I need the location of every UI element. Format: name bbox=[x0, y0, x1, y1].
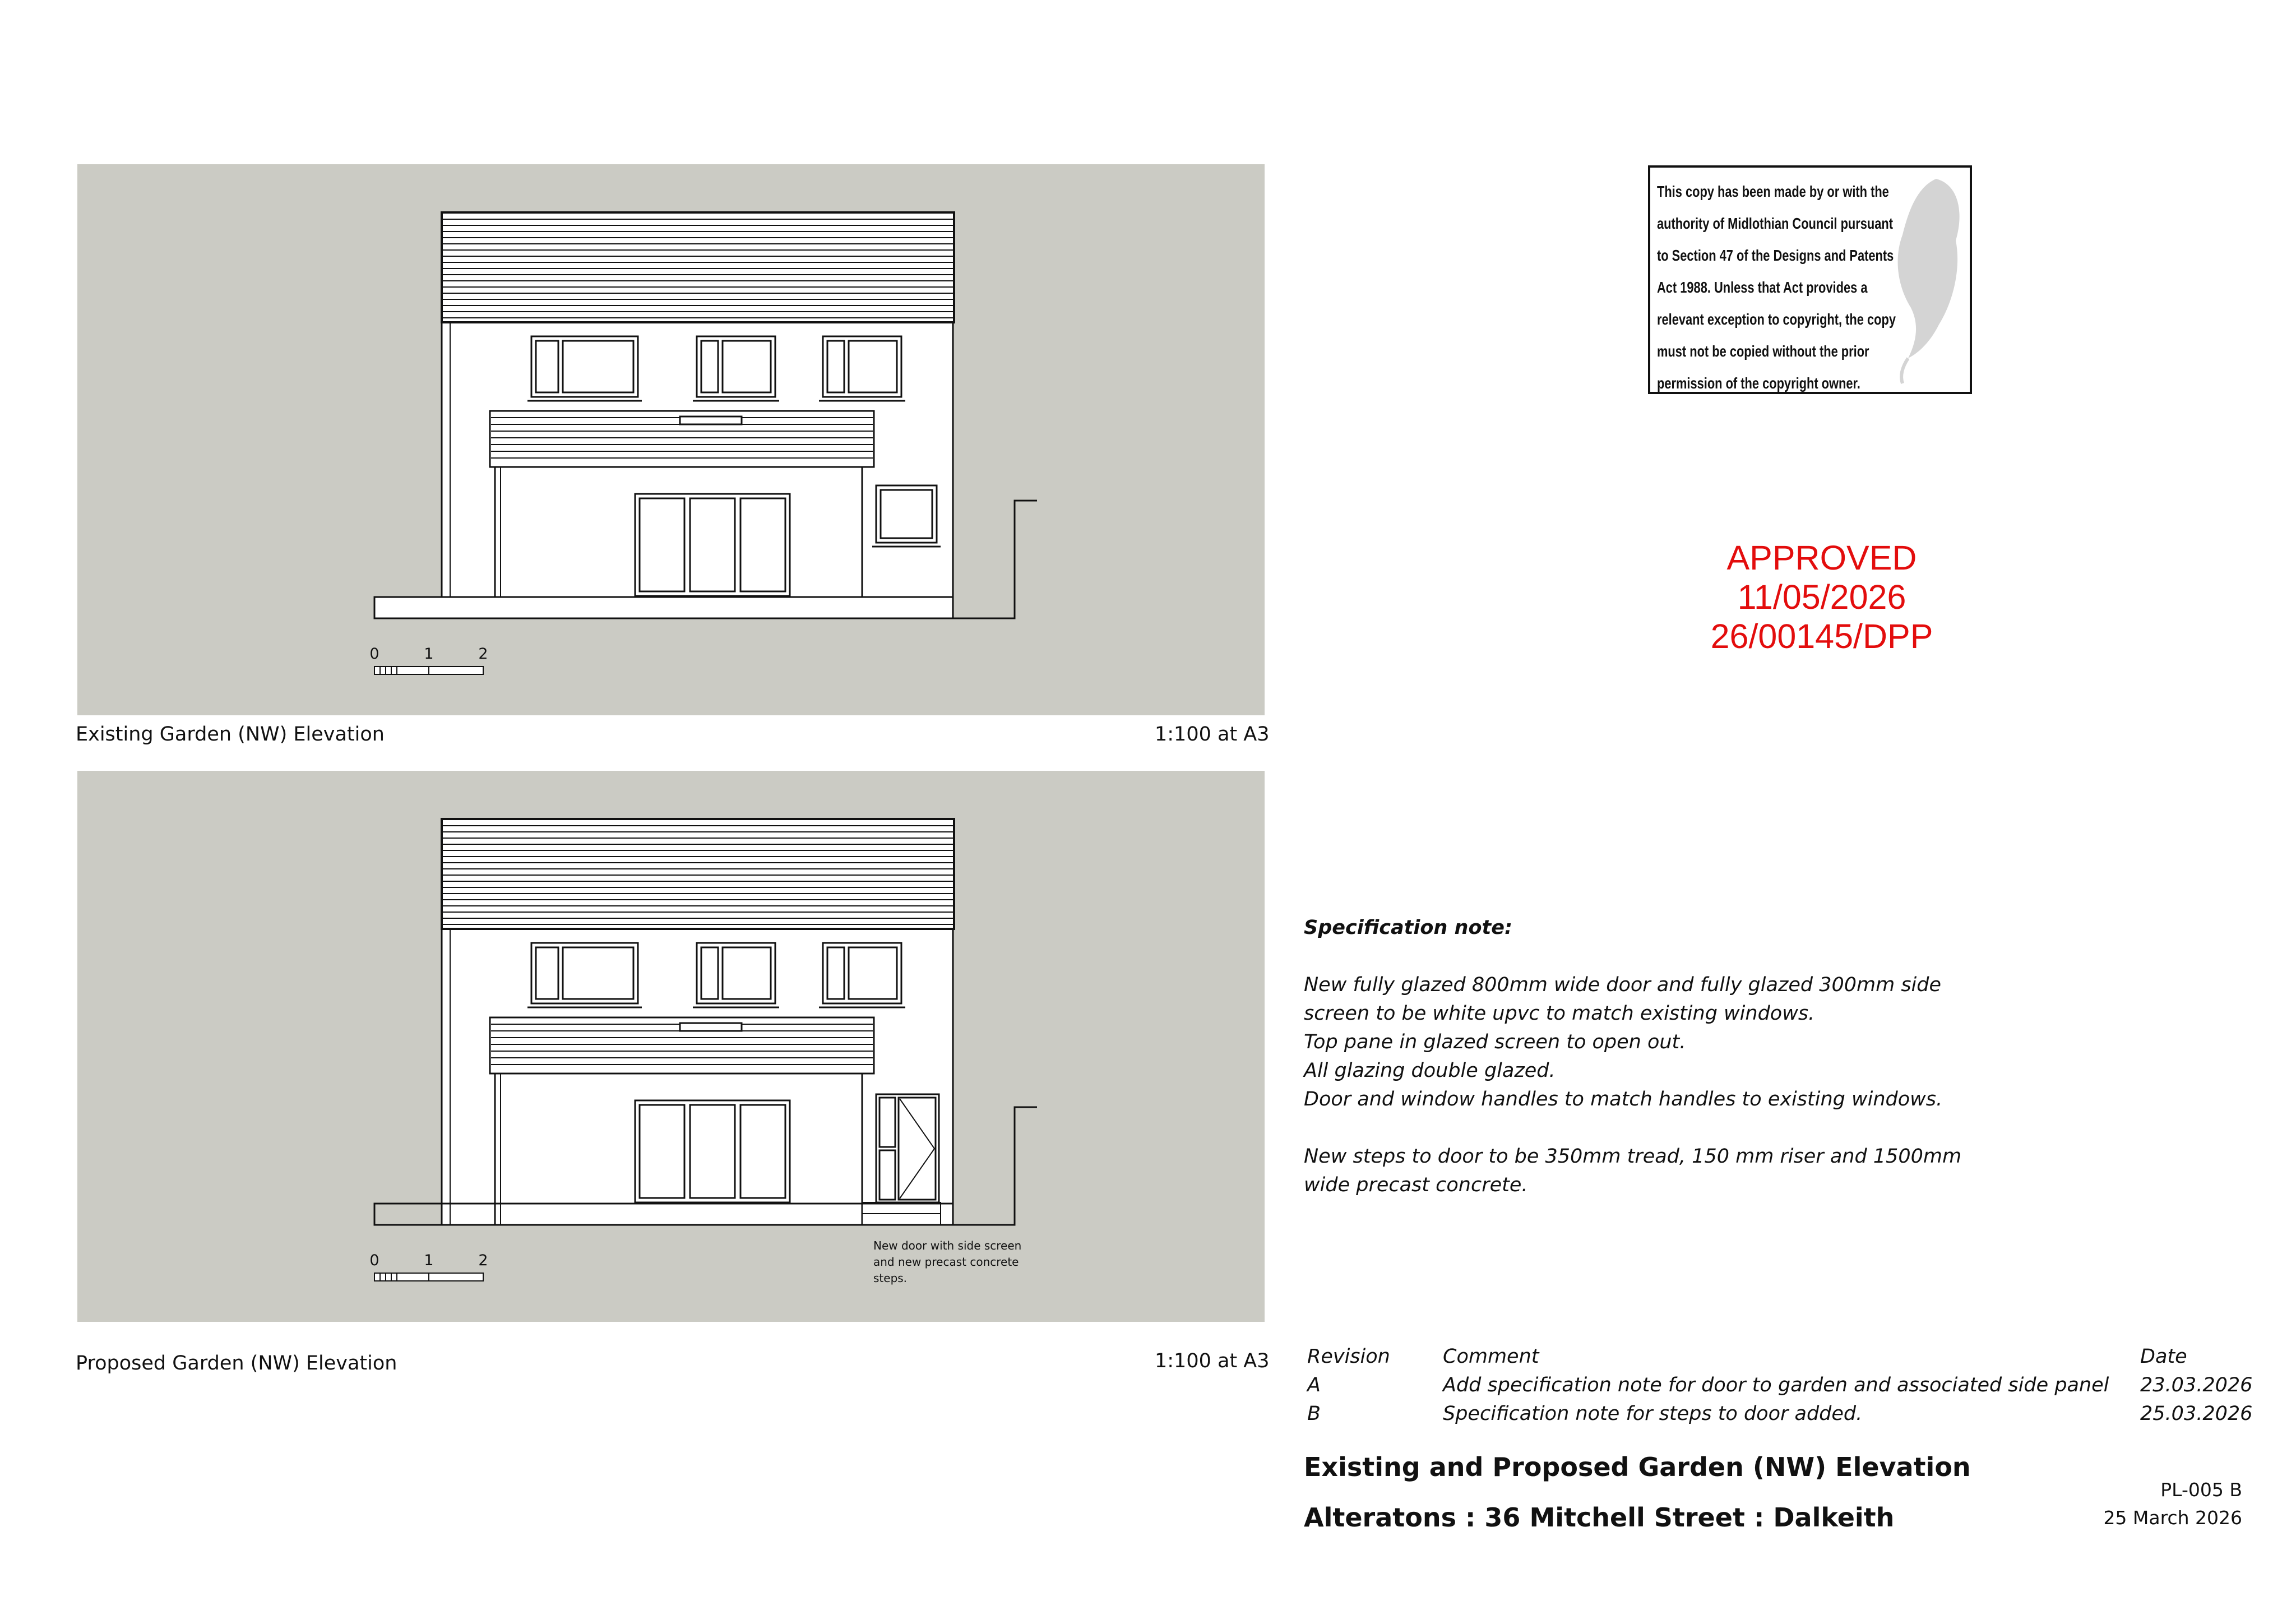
proposed-scale-note: 1:100 at A3 bbox=[1155, 1350, 1270, 1372]
existing-elevation-drawing bbox=[77, 164, 1265, 715]
spec-line: Top pane in glazed screen to open out. bbox=[1304, 1031, 1686, 1053]
spec-line: screen to be white upvc to match existing windows. bbox=[1304, 1002, 1815, 1025]
drawing-date: 25 March 2026 bbox=[2103, 1507, 2242, 1529]
callout-line: New door with side screen bbox=[873, 1239, 1022, 1252]
proposed-scale-bar bbox=[369, 1252, 488, 1281]
scale-label-2: 2 bbox=[478, 645, 488, 663]
spec-line: New steps to door to be 350mm tread, 150 mm riser and 1500mm bbox=[1304, 1145, 1962, 1168]
copyright-line: Act 1988. Unless that Act provides a bbox=[1657, 279, 1868, 296]
approval-date: 11/05/2026 bbox=[1737, 578, 1906, 616]
scale-label-1: 1 bbox=[424, 645, 434, 663]
drawing-title: Existing and Proposed Garden (NW) Elevation bbox=[1304, 1452, 1971, 1482]
revision-date: 23.03.2026 bbox=[2140, 1374, 2253, 1396]
approval-stamp bbox=[1642, 538, 2001, 656]
copyright-line: relevant exception to copyright, the copy bbox=[1657, 311, 1896, 328]
copyright-line: permission of the copyright owner. bbox=[1657, 374, 1860, 392]
copyright-line: authority of Midlothian Council pursuant bbox=[1657, 215, 1894, 232]
revision-comment: Specification note for steps to door added. bbox=[1443, 1403, 1863, 1425]
proposed-caption: Proposed Garden (NW) Elevation bbox=[76, 1352, 397, 1375]
revision-date: 25.03.2026 bbox=[2140, 1403, 2253, 1425]
scale-label-0: 0 bbox=[369, 1252, 379, 1269]
scale-label-2: 2 bbox=[478, 1252, 488, 1269]
approval-status: APPROVED bbox=[1726, 539, 1917, 577]
drawing-number: PL-005 B bbox=[2160, 1479, 2242, 1501]
copyright-stamp bbox=[1648, 165, 1972, 394]
new-door-callout bbox=[873, 1238, 1021, 1287]
scale-label-1: 1 bbox=[424, 1252, 434, 1269]
proposed-elevation-drawing bbox=[77, 771, 1265, 1322]
spec-line: wide precast concrete. bbox=[1304, 1174, 1528, 1196]
proposed-elevation-panel bbox=[77, 771, 1265, 1322]
approval-reference: 26/00145/DPP bbox=[1710, 617, 1933, 655]
spec-line: New fully glazed 800mm wide door and fully glazed 300mm side bbox=[1304, 974, 1942, 996]
revision-comment: Add specification note for door to garden and associated side panel bbox=[1443, 1374, 2109, 1396]
existing-caption: Existing Garden (NW) Elevation bbox=[76, 723, 385, 746]
revision-id: A bbox=[1307, 1374, 1321, 1396]
callout-line: and new precast concrete bbox=[873, 1255, 1019, 1269]
copyright-line: This copy has been made by or with the bbox=[1657, 183, 1889, 200]
existing-elevation-panel bbox=[77, 164, 1265, 715]
copyright-line: to Section 47 of the Designs and Patents bbox=[1657, 247, 1894, 264]
revision-header: Revision bbox=[1307, 1345, 1390, 1368]
thistle-watermark-icon bbox=[1886, 173, 1970, 386]
spec-line: Door and window handles to match handles to existing windows. bbox=[1304, 1088, 1943, 1111]
copyright-notice bbox=[1657, 175, 1896, 399]
date-header: Date bbox=[2140, 1345, 2187, 1368]
existing-scale-bar bbox=[369, 645, 488, 674]
specification-note bbox=[1304, 914, 1976, 1200]
comment-header: Comment bbox=[1443, 1345, 1539, 1368]
existing-scale-note: 1:100 at A3 bbox=[1155, 723, 1270, 746]
callout-line: steps. bbox=[873, 1271, 908, 1285]
spec-line: All glazing double glazed. bbox=[1304, 1059, 1556, 1082]
revision-id: B bbox=[1307, 1403, 1321, 1425]
copyright-line: must not be copied without the prior bbox=[1657, 343, 1869, 360]
specification-title: Specification note: bbox=[1304, 917, 1512, 939]
scale-label-0: 0 bbox=[369, 645, 379, 663]
project-title: Alteratons : 36 Mitchell Street : Dalkeith bbox=[1304, 1502, 1895, 1533]
